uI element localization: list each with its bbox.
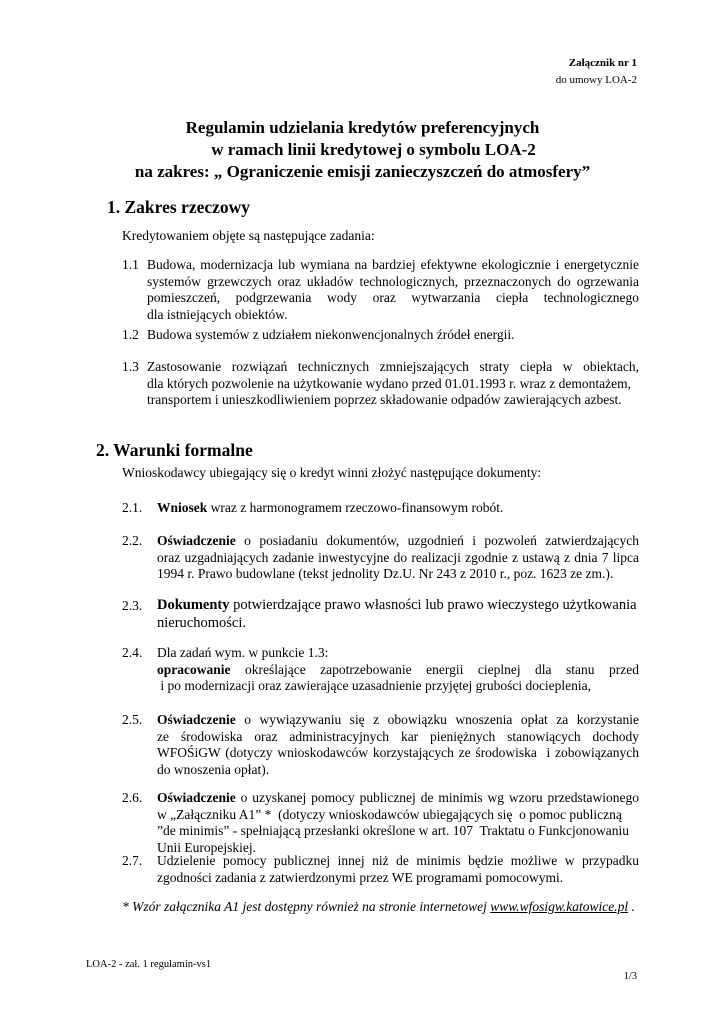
item-1-3-line: dla których pozwolenie na użytkowanie wydano przed 01.01.1993 r. wraz z demontażem,	[147, 375, 631, 391]
item-2-3-text	[157, 596, 639, 632]
page-number: 1/3	[623, 971, 637, 982]
item-1-3-line: transportem i unieszkodliwieniem poprzez składowanie odpadów zawierających azbest.	[147, 392, 622, 407]
item-2-1-text	[157, 500, 639, 517]
item-2-1-bold: Wniosek	[157, 500, 208, 515]
item-2-3-line: nieruchomości.	[157, 615, 246, 631]
item-1-1-number: 1.1	[122, 257, 139, 272]
section-2-heading: 2. Warunki formalne	[96, 440, 253, 460]
item-2-3-line: potwierdzające prawo własności lub prawo wieczystego użytkowania	[229, 597, 637, 613]
item-2-4-line: określające zapotrzebowanie energii cieplnej dla stanu przed	[230, 661, 639, 677]
section-2-intro: Wnioskodawcy ubiegający się o kredyt winni złożyć następujące dokumenty:	[122, 465, 542, 480]
item-2-2-line: 1994 r. Prawo budowlane (tekst jednolity Dz.U. Nr 243 z 2010 r., poz. 1623 ze zm.).	[157, 566, 614, 581]
item-2-2-text	[157, 533, 639, 583]
footnote-end: .	[628, 899, 635, 914]
footnote-text: * Wzór załącznika A1 jest dostępny również na stronie internetowej	[122, 899, 491, 914]
item-2-6-text	[157, 790, 639, 856]
item-2-2-bold: Oświadczenie	[157, 533, 236, 548]
item-1-3-text	[147, 359, 639, 409]
item-2-1-rest: wraz z harmonogramem rzeczowo-finansowym robót.	[207, 500, 504, 515]
item-2-5-text	[157, 712, 639, 778]
item-1-1-line: systemów grzewczych oraz układów technologicznych, przeznaczonych do ogrzewania	[147, 273, 639, 289]
title-line-1: Regulamin udzielania kredytów preferencyjnych	[185, 118, 540, 137]
item-2-5-line: ze środowiska oraz administracyjnych kar pieniężnych stanowiących dochody	[157, 728, 639, 744]
title-line-3: na zakres: „ Ograniczenie emisji zanieczyszczeń do atmosfery”	[134, 162, 591, 181]
section-1-intro: Kredytowaniem objęte są następujące zadania:	[122, 228, 375, 243]
item-2-5-bold: Oświadczenie	[157, 712, 236, 727]
item-2-5-line: do wnoszenia opłat).	[157, 761, 270, 777]
attachment-label: Załącznik nr 1	[568, 57, 637, 69]
item-2-3-bold: Dokumenty	[157, 597, 230, 613]
item-2-5-number: 2.5.	[122, 712, 143, 727]
item-1-2-line: Budowa systemów z udziałem niekonwencjonalnych źródeł energii.	[147, 327, 515, 342]
item-2-7-line: zgodności zadania z zatwierdzonymi przez WE programami pomocowymi.	[157, 869, 564, 885]
item-2-1-number: 2.1.	[122, 500, 143, 515]
item-1-1-text	[147, 257, 639, 323]
item-2-2-number: 2.2.	[122, 533, 143, 548]
item-1-1-line: dla istniejących obiektów.	[147, 306, 288, 322]
item-1-3-number: 1.3	[122, 359, 139, 374]
item-2-6-bold: Oświadczenie	[157, 790, 236, 805]
document-title	[0, 117, 725, 183]
item-2-7-text	[157, 853, 639, 886]
item-2-2-line: o posiadaniu dokumentów, uzgodnień i pozwoleń zatwierdzających	[235, 533, 639, 548]
item-2-6-line: w „Załączniku A1” * (dotyczy wnioskodawców ubiegających się o pomoc publiczną	[157, 806, 622, 822]
item-1-2-text	[147, 327, 639, 344]
item-2-6-number: 2.6.	[122, 790, 143, 805]
item-2-2-line: oraz uzgadniających zadanie inwestycyjne do realizacji zgodnie z ustawą z dnia 7 lipca	[157, 549, 639, 565]
item-1-1-line: pomieszczeń, podgrzewania wody oraz wytwarzania ciepła technologicznego	[147, 290, 639, 305]
footnote	[122, 899, 635, 915]
item-2-4-bold: opracowanie	[157, 661, 231, 677]
item-2-4-line: i po modernizacji oraz zawierające uzasadnienie przyjętej grubości docieplenia,	[157, 678, 592, 693]
item-2-4-line: Dla zadań wym. w punkcie 1.3:	[157, 645, 329, 660]
item-1-2-number: 1.2	[122, 327, 139, 342]
section-1-heading: 1. Zakres rzeczowy	[107, 197, 251, 217]
website-link[interactable]: www.wfosigw.katowice.pl	[490, 899, 629, 914]
item-2-4-text	[157, 645, 639, 695]
item-2-6-line: ”de minimis” - spełniającą przesłanki określone w art. 107 Traktatu o Funkcjonowaniu	[157, 823, 630, 838]
item-2-3-number: 2.3.	[122, 598, 143, 613]
item-1-1-line: Budowa, modernizacja lub wymiana na bardziej efektywne ekologicznie i energetycznie	[147, 257, 639, 272]
item-1-3-line: Zastosowanie rozwiązań technicznych zmniejszających straty ciepła w obiektach,	[147, 359, 639, 374]
item-2-7-number: 2.7.	[122, 853, 143, 868]
item-2-6-line: Unii Europejskiej.	[157, 839, 256, 855]
item-2-5-line: WFOŚiGW (dotyczy wnioskodawców korzystających ze środowiska i zobowiązanych	[157, 745, 639, 760]
title-line-2: w ramach linii kredytowej o symbolu LOA-2	[211, 140, 536, 159]
item-2-5-line: o wywiązywaniu się z obowiązku wnoszenia opłat za korzystanie	[235, 712, 639, 727]
item-2-7-line: Udzielenie pomocy publicznej innej niż de minimis będzie możliwe w przypadku	[157, 853, 639, 868]
item-2-6-line: o uzyskanej pomocy publicznej de minimis wg wzoru przedstawionego	[235, 790, 639, 805]
contract-label: do umowy LOA-2	[555, 74, 637, 86]
item-2-4-number: 2.4.	[122, 645, 143, 660]
footer-document-id: LOA-2 - zał. 1 regulamin-vs1	[86, 959, 212, 970]
